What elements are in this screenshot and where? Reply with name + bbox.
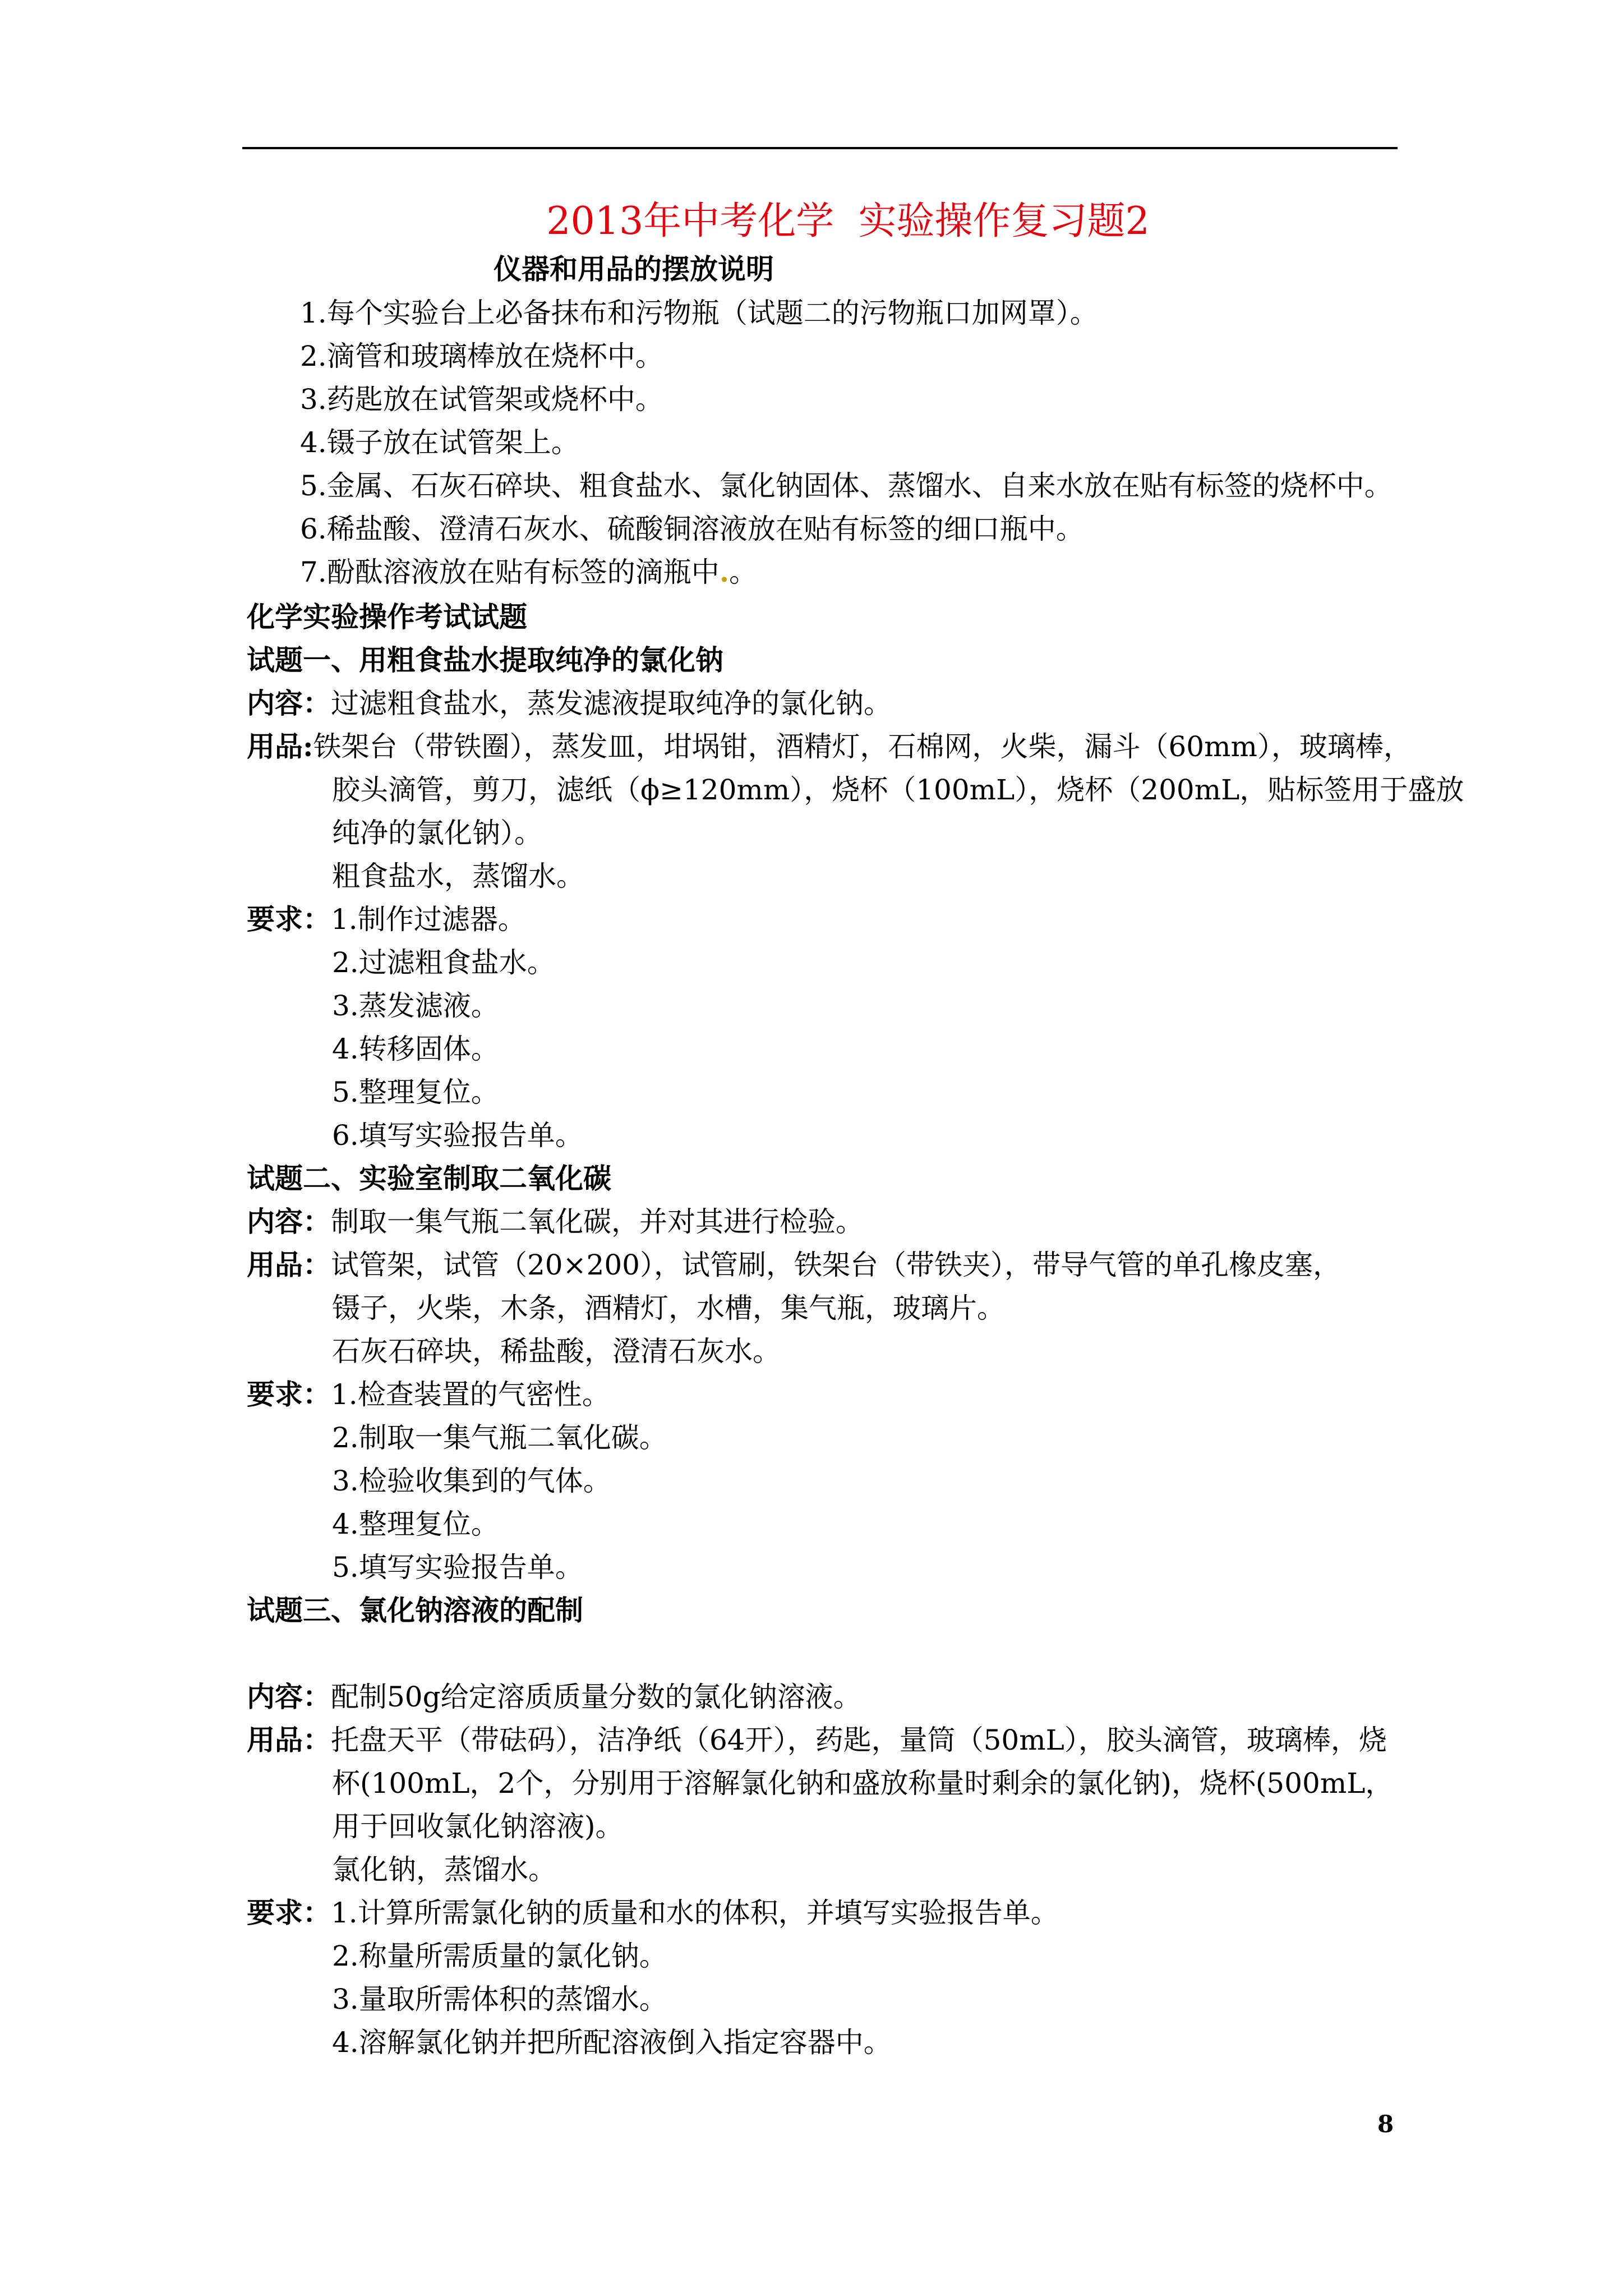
q3-requirement: 要求：1.计算所需氯化钠的质量和水的体积，并填写实验报告单。: [247, 1896, 1059, 1929]
placement-item: 1.每个实验台上必备抹布和污物瓶（试题二的污物瓶口加网罩）。: [300, 297, 1098, 329]
q2-items-line: 镊子，火柴，木条，酒精灯，水槽，集气瓶，玻璃片。: [332, 1292, 1005, 1324]
q2-requirement: 要求：1.检查装置的气密性。: [247, 1378, 610, 1411]
q3-items-line: 用于回收氯化钠溶液)。: [332, 1810, 624, 1843]
q1-items: 用品:铁架台（带铁圈），蒸发皿，坩埚钳，酒精灯，石棉网，火柴，漏斗（60mm），玻璃棒，: [247, 730, 1412, 763]
placement-item-last: 7.酚酞溶液放在贴有标签的滴瓶中.。: [300, 555, 758, 588]
q3-requirement: 4.溶解氯化钠并把所配溶液倒入指定容器中。: [332, 2026, 892, 2059]
placement-item: 3.药匙放在试管架或烧杯中。: [300, 383, 663, 416]
q1-requirement: 2.过滤粗食盐水。: [332, 946, 555, 979]
q3-items-line: 氯化钠，蒸馏水。: [332, 1853, 556, 1886]
q1-requirement: 4.转移固体。: [332, 1033, 499, 1065]
q3-requirement: 2.称量所需质量的氯化钠。: [332, 1940, 667, 1972]
q1-requirement: 要求：1.制作过滤器。: [247, 903, 526, 936]
placement-item: 2.滴管和玻璃棒放在烧杯中。: [300, 340, 663, 372]
q1-content: 内容：过滤粗食盐水，蒸发滤液提取纯净的氯化钠。: [247, 687, 892, 720]
yellow-dot: .: [719, 555, 730, 588]
q3-items: 用品：托盘天平（带砝码），洁净纸（64开），药匙，量筒（50mL），胶头滴管，玻璃棒，烧: [247, 1723, 1387, 1756]
placement-subtitle: 仪器和用品的摆放说明: [494, 252, 774, 286]
placement-item: 6.稀盐酸、澄清石灰水、硫酸铜溶液放在贴有标签的细口瓶中。: [300, 513, 1084, 545]
q2-heading: 试题二、实验室制取二氧化碳: [247, 1162, 611, 1195]
q3-heading: 试题三、氯化钠溶液的配制: [247, 1594, 583, 1627]
page-number: 8: [1377, 2110, 1394, 2138]
q3-content: 内容：配制50g给定溶质质量分数的氯化钠溶液。: [247, 1680, 861, 1713]
exam-heading: 化学实验操作考试试题: [247, 600, 527, 633]
q2-requirement: 5.填写实验报告单。: [332, 1551, 583, 1584]
q1-items-line: 粗食盐水，蒸馏水。: [332, 860, 584, 892]
q2-requirement: 4.整理复位。: [332, 1508, 499, 1540]
q2-items-line: 石灰石碎块，稀盐酸，澄清石灰水。: [332, 1335, 781, 1368]
q3-requirement: 3.量取所需体积的蒸馏水。: [332, 1983, 667, 2016]
q3-items-line: 杯(100mL，2个，分别用于溶解氯化钠和盛放称量时剩余的氯化钠)，烧杯(500mL，: [332, 1767, 1394, 1800]
placement-item: 5.金属、石灰石碎块、粗食盐水、氯化钠固体、蒸馏水、自来水放在贴有标签的烧杯中。: [300, 470, 1393, 502]
q1-items-line: 胶头滴管，剪刀，滤纸（ϕ≥120mm），烧杯（100mL），烧杯（200mL，贴标签用于盛放: [332, 774, 1464, 806]
q1-requirement: 3.蒸发滤液。: [332, 990, 499, 1022]
q1-heading: 试题一、用粗食盐水提取纯净的氯化钠: [247, 643, 723, 677]
q2-requirement: 3.检验收集到的气体。: [332, 1465, 611, 1497]
header-rule: [242, 147, 1398, 149]
q2-content: 内容：制取一集气瓶二氧化碳，并对其进行检验。: [247, 1205, 864, 1238]
q1-items-line: 纯净的氯化钠）。: [332, 817, 542, 849]
page-title: 2013年中考化学 实验操作复习题2: [546, 199, 1150, 243]
q2-items: 用品：试管架，试管（20×200），试管刷，铁架台（带铁夹），带导气管的单孔橡皮塞，: [247, 1248, 1341, 1281]
q1-requirement: 5.整理复位。: [332, 1076, 499, 1108]
q2-requirement: 2.制取一集气瓶二氧化碳。: [332, 1421, 667, 1454]
placement-item: 4.镊子放在试管架上。: [300, 426, 579, 459]
q1-requirement: 6.填写实验报告单。: [332, 1119, 583, 1152]
